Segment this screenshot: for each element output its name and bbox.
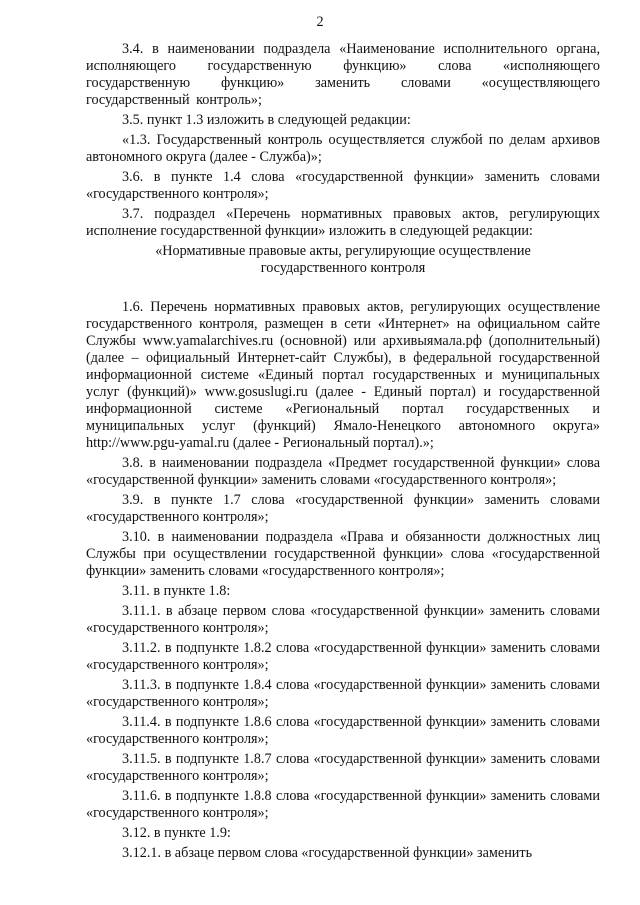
page-number: 2 xyxy=(316,14,324,30)
paragraph-3-8: 3.8. в наименовании подраздела «Предмет государственной функции» слова «государственной функции» заменить словами «государственного контроля»; xyxy=(86,455,600,488)
paragraph-3-12: 3.12. в пункте 1.9: xyxy=(122,825,231,841)
blank-line xyxy=(86,277,600,296)
paragraph-3-7: 3.7. подраздел «Перечень нормативных правовых актов, регулирующих исполнение государственной функции» изложить в следующей редакции: xyxy=(86,206,600,239)
paragraph-3-11-4: 3.11.4. в подпункте 1.8.6 слова «государственной функции» заменить словами «государственного контроля»; xyxy=(86,714,600,747)
paragraph-3-9: 3.9. в пункте 1.7 слова «государственной функции» заменить словами «государственного контроля»; xyxy=(86,492,600,525)
paragraph-3-6: 3.6. в пункте 1.4 слова «государственной функции» заменить словами «государственного контроля»; xyxy=(86,169,600,202)
paragraph-3-10: 3.10. в наименовании подраздела «Права и обязанности должностных лиц Службы при осуществлении государственной функции» слова «государственной функции» заменить словами «государственного контроля»; xyxy=(86,529,600,579)
paragraph-3-11-5: 3.11.5. в подпункте 1.8.7 слова «государственной функции» заменить словами «государственного контроля»; xyxy=(86,751,600,784)
paragraph-1-3-quote: «1.3. Государственный контроль осуществляется службой по делам архивов автономного округа (далее - Служба)»; xyxy=(86,132,600,165)
paragraph-3-12-1: 3.12.1. в абзаце первом слова «государственной функции» заменить xyxy=(122,845,533,861)
document-body xyxy=(86,41,600,862)
paragraph-3-11-3: 3.11.3. в подпункте 1.8.4 слова «государственной функции» заменить словами «государственного контроля»; xyxy=(86,677,600,710)
section-heading-line-1: «Нормативные правовые акты, регулирующие осуществление xyxy=(155,243,531,259)
section-heading-line-2: государственного контроля xyxy=(260,260,426,276)
paragraph-3-11-1: 3.11.1. в абзаце первом слова «государственной функции» заменить словами «государственного контроля»; xyxy=(86,603,600,636)
paragraph-3-11-6: 3.11.6. в подпункте 1.8.8 слова «государственной функции» заменить словами «государственного контроля»; xyxy=(86,788,600,821)
paragraph-3-11-2: 3.11.2. в подпункте 1.8.2 слова «государственной функции» заменить словами «государственного контроля»; xyxy=(86,640,600,673)
paragraph-3-11: 3.11. в пункте 1.8: xyxy=(122,583,231,599)
paragraph-3-4: 3.4. в наименовании подраздела «Наименование исполнительного органа, исполняющего государственную функцию» слова «исполняющего государственную функцию» заменить словами «осуществляющего государственный контроль»; xyxy=(86,41,600,108)
paragraph-1-6: 1.6. Перечень нормативных правовых актов, регулирующих осуществление государственного контроля, размещен в сети «Интернет» на официальном сайте Службы www.yamalarchives.ru (основной) или архивыямала.рф (дополнительный) (далее – официальный Интернет-сайт Службы), в федеральной государственной информационной системе «Единый портал государственных и муниципальных услуг (функций)» www.gosuslugi.ru (далее - Единый портал) и государственной информационной системе «Региональный портал государственных и муниципальных услуг (функций) Ямало-Ненецкого автономного округа» http://www.pgu-yamal.ru (далее - Региональный портал).»; xyxy=(86,299,600,451)
paragraph-3-5: 3.5. пункт 1.3 изложить в следующей редакции: xyxy=(122,112,411,128)
